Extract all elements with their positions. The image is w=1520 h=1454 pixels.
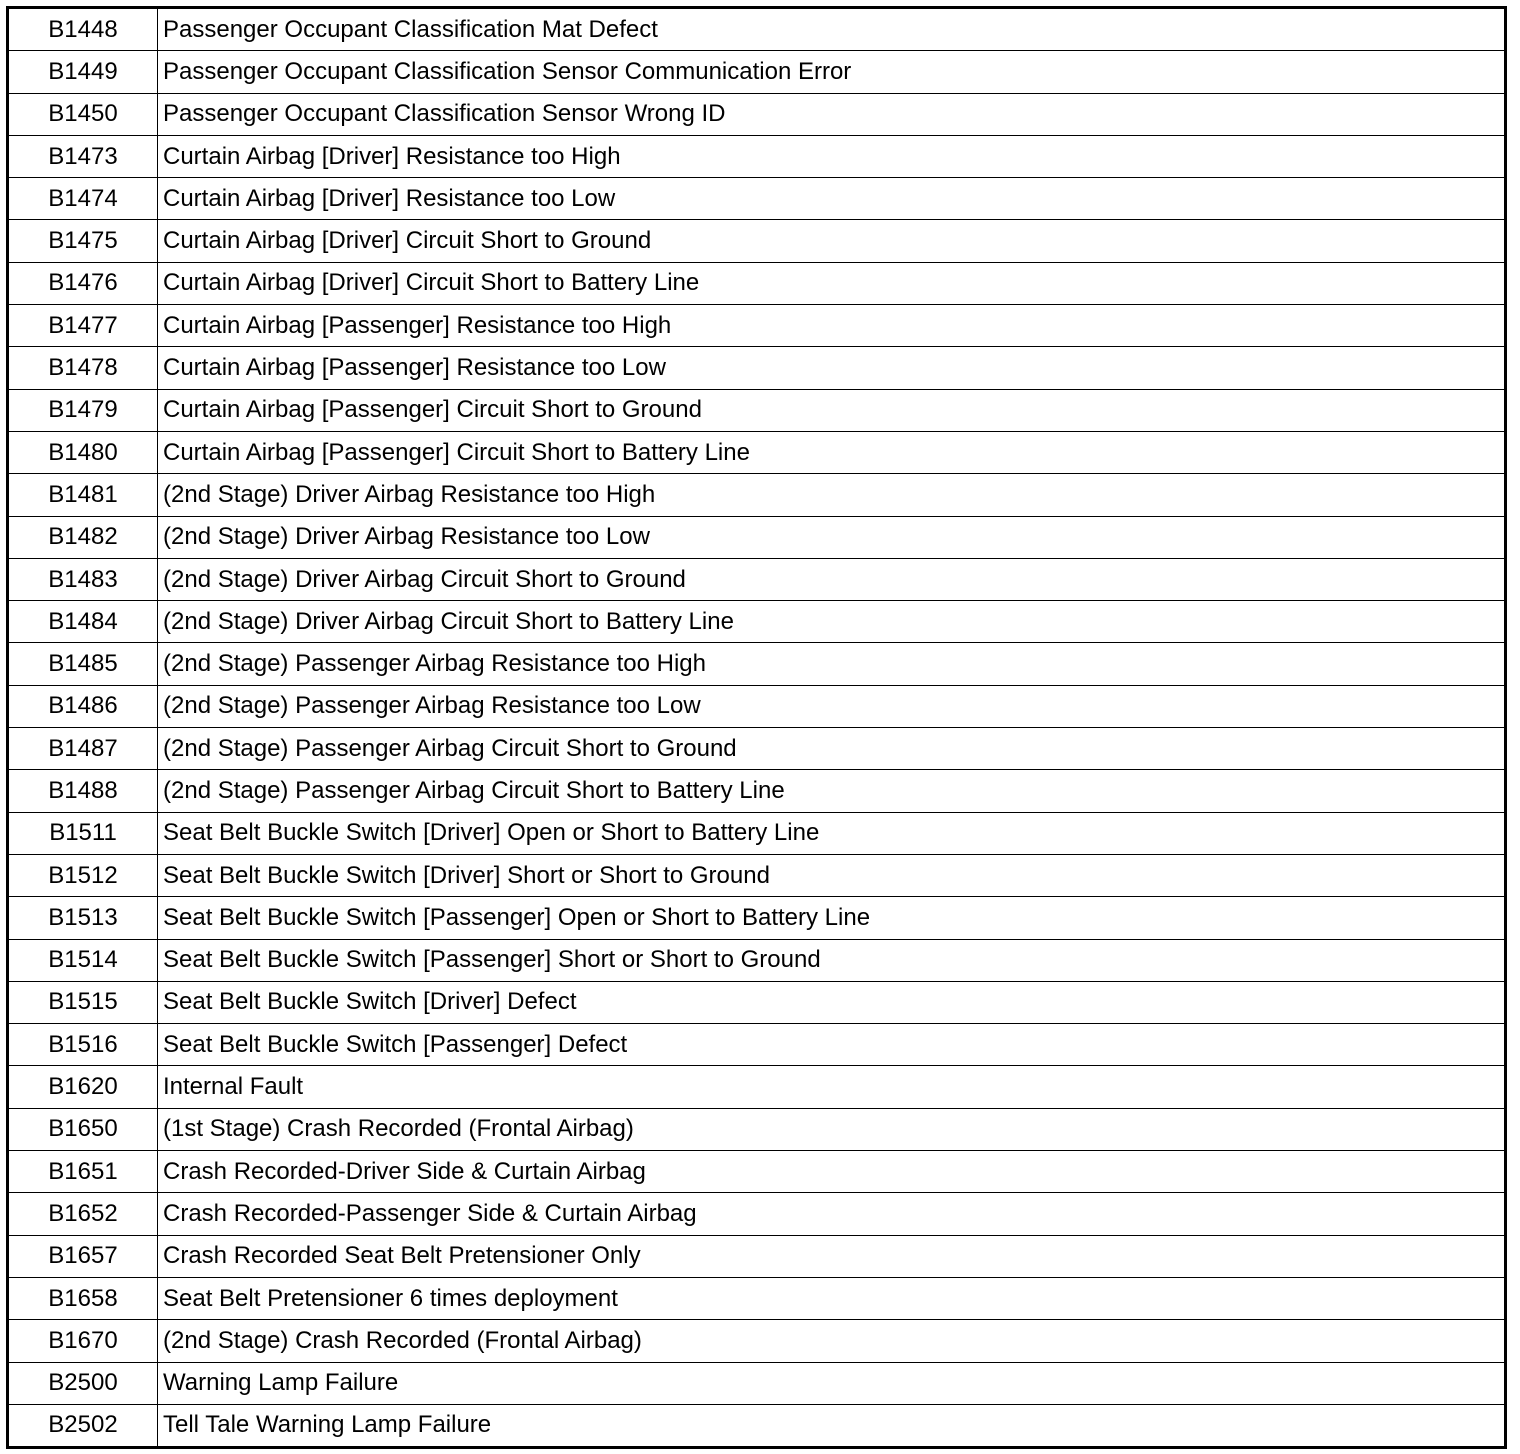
table-row (8, 1024, 1506, 1066)
dtc-description-cell: (2nd Stage) Driver Airbag Circuit Short to Battery Line (158, 601, 1506, 643)
dtc-description-cell: Seat Belt Buckle Switch [Passenger] Short or Short to Ground (158, 939, 1506, 981)
table-row (8, 939, 1506, 981)
dtc-description-cell: Curtain Airbag [Passenger] Circuit Short to Ground (158, 389, 1506, 431)
dtc-code-cell: B1481 (8, 474, 158, 516)
table-row (8, 685, 1506, 727)
dtc-table (6, 6, 1507, 1449)
dtc-code-cell: B1487 (8, 728, 158, 770)
dtc-description-cell: Curtain Airbag [Passenger] Resistance too Low (158, 347, 1506, 389)
table-row (8, 728, 1506, 770)
dtc-description-cell: Tell Tale Warning Lamp Failure (158, 1404, 1506, 1447)
dtc-code-cell: B1483 (8, 558, 158, 600)
table-row (8, 1193, 1506, 1235)
table-row (8, 51, 1506, 93)
dtc-description-cell: Curtain Airbag [Driver] Resistance too High (158, 135, 1506, 177)
dtc-table-body (8, 8, 1506, 1448)
dtc-description-cell: Seat Belt Buckle Switch [Passenger] Defect (158, 1024, 1506, 1066)
dtc-description-cell: (2nd Stage) Driver Airbag Circuit Short to Ground (158, 558, 1506, 600)
dtc-code-cell: B1485 (8, 643, 158, 685)
dtc-description-cell: Crash Recorded-Passenger Side & Curtain Airbag (158, 1193, 1506, 1235)
dtc-description-cell: Passenger Occupant Classification Sensor Communication Error (158, 51, 1506, 93)
dtc-code-cell: B1480 (8, 431, 158, 473)
dtc-description-cell: (2nd Stage) Driver Airbag Resistance too High (158, 474, 1506, 516)
dtc-code-cell: B1474 (8, 178, 158, 220)
dtc-description-cell: Passenger Occupant Classification Mat Defect (158, 8, 1506, 51)
dtc-code-cell: B1475 (8, 220, 158, 262)
dtc-code-cell: B1449 (8, 51, 158, 93)
table-row (8, 305, 1506, 347)
table-row (8, 1277, 1506, 1319)
dtc-description-cell: (2nd Stage) Crash Recorded (Frontal Airbag) (158, 1320, 1506, 1362)
table-row (8, 8, 1506, 51)
dtc-code-cell: B1511 (8, 812, 158, 854)
dtc-description-cell: Crash Recorded-Driver Side & Curtain Airbag (158, 1151, 1506, 1193)
table-row (8, 347, 1506, 389)
dtc-code-cell: B1651 (8, 1151, 158, 1193)
dtc-code-cell: B1478 (8, 347, 158, 389)
table-row (8, 431, 1506, 473)
dtc-code-cell: B1476 (8, 262, 158, 304)
dtc-description-cell: Warning Lamp Failure (158, 1362, 1506, 1404)
dtc-code-cell: B1652 (8, 1193, 158, 1235)
table-row (8, 262, 1506, 304)
table-row (8, 1362, 1506, 1404)
dtc-description-cell: Seat Belt Buckle Switch [Driver] Open or Short to Battery Line (158, 812, 1506, 854)
table-row (8, 1108, 1506, 1150)
table-row (8, 854, 1506, 896)
table-row (8, 1235, 1506, 1277)
table-row (8, 516, 1506, 558)
dtc-code-cell: B1488 (8, 770, 158, 812)
dtc-code-cell: B1479 (8, 389, 158, 431)
dtc-description-cell: Curtain Airbag [Passenger] Circuit Short to Battery Line (158, 431, 1506, 473)
dtc-code-cell: B2502 (8, 1404, 158, 1447)
dtc-description-cell: (2nd Stage) Driver Airbag Resistance too Low (158, 516, 1506, 558)
table-row (8, 389, 1506, 431)
dtc-description-cell: (1st Stage) Crash Recorded (Frontal Airbag) (158, 1108, 1506, 1150)
table-row (8, 135, 1506, 177)
dtc-code-cell: B1513 (8, 897, 158, 939)
dtc-code-cell: B1512 (8, 854, 158, 896)
table-row (8, 1404, 1506, 1447)
dtc-description-cell: Passenger Occupant Classification Sensor Wrong ID (158, 93, 1506, 135)
dtc-code-cell: B1477 (8, 305, 158, 347)
dtc-code-cell: B1486 (8, 685, 158, 727)
dtc-code-cell: B1514 (8, 939, 158, 981)
table-row (8, 474, 1506, 516)
dtc-description-cell: Crash Recorded Seat Belt Pretensioner Only (158, 1235, 1506, 1277)
dtc-code-cell: B1484 (8, 601, 158, 643)
table-row (8, 770, 1506, 812)
dtc-code-cell: B1670 (8, 1320, 158, 1362)
table-row (8, 897, 1506, 939)
dtc-code-cell: B1658 (8, 1277, 158, 1319)
dtc-description-cell: Seat Belt Buckle Switch [Driver] Short or Short to Ground (158, 854, 1506, 896)
dtc-code-cell: B1650 (8, 1108, 158, 1150)
dtc-code-cell: B1473 (8, 135, 158, 177)
dtc-description-cell: (2nd Stage) Passenger Airbag Resistance too High (158, 643, 1506, 685)
dtc-code-cell: B1515 (8, 981, 158, 1023)
table-row (8, 558, 1506, 600)
table-row (8, 93, 1506, 135)
dtc-code-cell: B1450 (8, 93, 158, 135)
table-row (8, 601, 1506, 643)
dtc-description-cell: Internal Fault (158, 1066, 1506, 1108)
table-row (8, 178, 1506, 220)
dtc-description-cell: Curtain Airbag [Passenger] Resistance too High (158, 305, 1506, 347)
dtc-description-cell: Seat Belt Buckle Switch [Passenger] Open or Short to Battery Line (158, 897, 1506, 939)
dtc-description-cell: Seat Belt Buckle Switch [Driver] Defect (158, 981, 1506, 1023)
table-row (8, 812, 1506, 854)
table-row (8, 1151, 1506, 1193)
dtc-code-cell: B1448 (8, 8, 158, 51)
dtc-code-cell: B1657 (8, 1235, 158, 1277)
dtc-code-cell: B1620 (8, 1066, 158, 1108)
dtc-code-cell: B1516 (8, 1024, 158, 1066)
dtc-description-cell: Curtain Airbag [Driver] Circuit Short to Battery Line (158, 262, 1506, 304)
dtc-description-cell: (2nd Stage) Passenger Airbag Circuit Short to Battery Line (158, 770, 1506, 812)
table-row (8, 220, 1506, 262)
dtc-code-cell: B1482 (8, 516, 158, 558)
dtc-code-cell: B2500 (8, 1362, 158, 1404)
dtc-description-cell: Seat Belt Pretensioner 6 times deployment (158, 1277, 1506, 1319)
dtc-description-cell: (2nd Stage) Passenger Airbag Resistance too Low (158, 685, 1506, 727)
dtc-description-cell: Curtain Airbag [Driver] Resistance too Low (158, 178, 1506, 220)
table-row (8, 1066, 1506, 1108)
table-row (8, 643, 1506, 685)
dtc-description-cell: Curtain Airbag [Driver] Circuit Short to Ground (158, 220, 1506, 262)
dtc-description-cell: (2nd Stage) Passenger Airbag Circuit Short to Ground (158, 728, 1506, 770)
table-row (8, 1320, 1506, 1362)
table-row (8, 981, 1506, 1023)
